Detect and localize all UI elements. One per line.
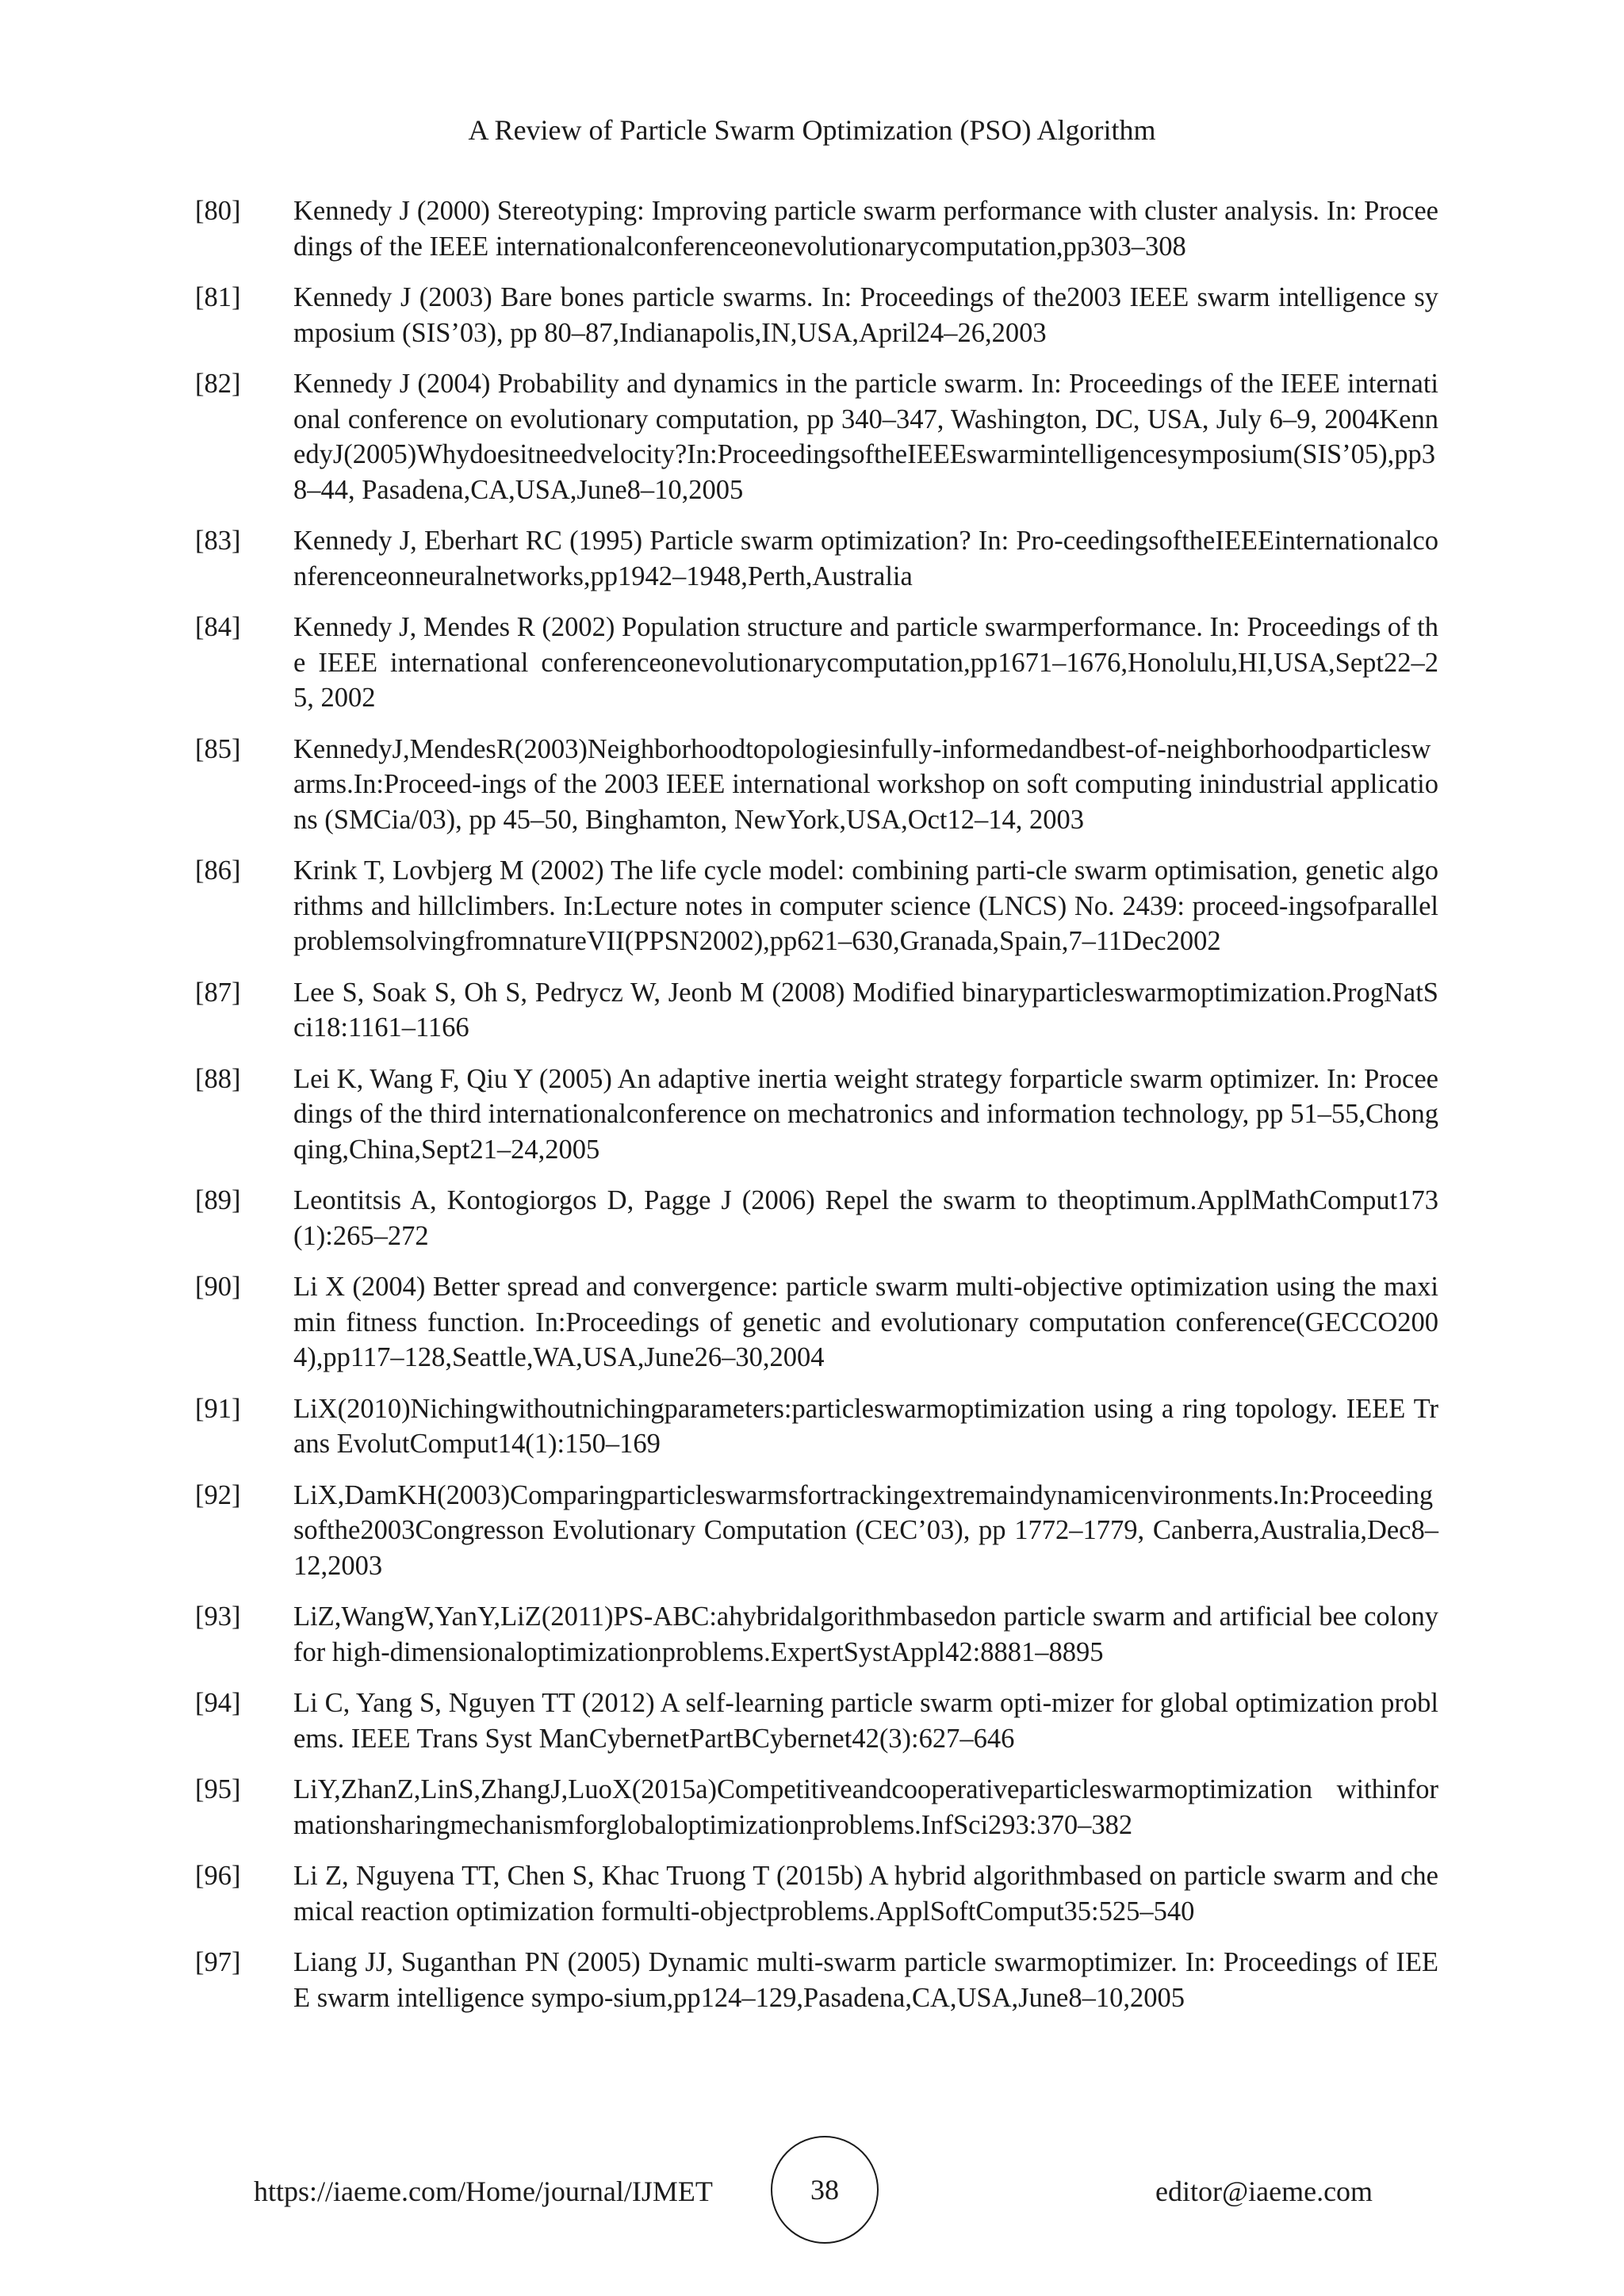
reference-item — [195, 1183, 1438, 1253]
reference-item — [195, 280, 1438, 350]
reference-item — [195, 523, 1438, 594]
reference-text: Lee S, Soak S, Oh S, Pedrycz W, Jeonb M (2008) Modified binaryparticleswarmoptimization.ProgNatSci18:1161–1166 — [293, 977, 1438, 1043]
reference-item — [195, 1858, 1438, 1929]
reference-number: [87] — [195, 977, 241, 1008]
editor-email-link[interactable]: editor@iaeme.com — [1155, 2175, 1373, 2207]
reference-text: Li X (2004) Better spread and convergence: particle swarm multi-objective optimization using the maximin fitness function. In:Proceedings of genetic and evolutionary computation conference(GECCO2004),pp117–128,Seattle,WA,USA,June26–30,2004 — [293, 1272, 1438, 1372]
reference-number: [94] — [195, 1688, 241, 1718]
reference-text: Liang JJ, Suganthan PN (2005) Dynamic multi-swarm particle swarmoptimizer. In: Proceedings of IEEE swarm intelligence sympo-sium,pp124–129,Pasadena,CA,USA,June8–10,2005 — [293, 1947, 1438, 2013]
reference-number: [92] — [195, 1479, 241, 1510]
reference-text: KennedyJ,MendesR(2003)Neighborhoodtopologiesinfully-informedandbest-of-neighborhoodparticleswarms.In:Proceed-ings of the 2003 IEEE international workshop on soft computing inindustrial applications (SMCia/03), pp 45–50, Binghamton, NewYork,USA,Oct12–14, 2003 — [293, 733, 1438, 835]
reference-text: Leontitsis A, Kontogiorgos D, Pagge J (2006) Repel the swarm to theoptimum.ApplMathComput173(1):265–272 — [293, 1185, 1438, 1251]
journal-link[interactable]: https://iaeme.com/Home/journal/IJMET — [254, 2175, 713, 2207]
reference-number: [97] — [195, 1947, 241, 1977]
reference-text: Kennedy J (2003) Bare bones particle swarms. In: Proceedings of the2003 IEEE swarm intelligence symposium (SIS’03), pp 80–87,Indianapolis,IN,USA,April24–26,2003 — [293, 282, 1438, 348]
reference-item — [195, 975, 1438, 1046]
reference-item — [195, 1945, 1438, 2015]
reference-item — [195, 1772, 1438, 1843]
reference-text: LiX(2010)Nichingwithoutnichingparameters:particleswarmoptimization using a ring topology. IEEE Trans EvolutComput14(1):150–169 — [293, 1393, 1438, 1459]
reference-list — [195, 193, 1438, 2031]
reference-number: [96] — [195, 1861, 241, 1891]
reference-item — [195, 1062, 1438, 1168]
reference-item — [195, 610, 1438, 716]
reference-item — [195, 1478, 1438, 1584]
reference-text: Kennedy J (2004) Probability and dynamics in the particle swarm. In: Proceedings of the IEEE international conference on evolutionary computation, pp 340–347, Washington, DC, USA, July 6–9, 2004KennedyJ(2005)Whydoesitneedvelocity?In:ProceedingsoftheIEEEswarmintelligencesymposium(SIS’05),pp38–44, Pasadena,CA,USA,June8–10,2005 — [293, 369, 1438, 505]
reference-item — [195, 1269, 1438, 1376]
reference-text: Li Z, Nguyena TT, Chen S, Khac Truong T (2015b) A hybrid algorithmbased on particle swarm and chemical reaction optimization formulti-objectproblems.ApplSoftComput35:525–540 — [293, 1861, 1438, 1927]
reference-number: [81] — [195, 282, 241, 312]
reference-number: [89] — [195, 1185, 241, 1215]
reference-number: [83] — [195, 526, 241, 556]
reference-number: [80] — [195, 196, 241, 226]
reference-text: Krink T, Lovbjerg M (2002) The life cycle model: combining parti-cle swarm optimisation, genetic algorithms and hillclimbers. In:Lecture notes in computer science (LNCS) No. 2439: proceed-ingsofparallelproblemsolvingfromnatureVII(PPSN2002),pp621–630,Granada,Spain,7–11Dec2002 — [293, 855, 1438, 956]
reference-text: Kennedy J, Eberhart RC (1995) Particle swarm optimization? In: Pro-ceedingsoftheIEEEinternationalconferenceonneuralnetworks,pp1942–1948,Perth,Australia — [293, 526, 1438, 591]
page-footer — [0, 2136, 1624, 2247]
reference-item — [195, 1391, 1438, 1462]
reference-number: [90] — [195, 1272, 241, 1302]
reference-item — [195, 1599, 1438, 1670]
reference-text: Li C, Yang S, Nguyen TT (2012) A self-learning particle swarm opti-mizer for global optimization problems. IEEE Trans Syst ManCybernetPartBCybernet42(3):627–646 — [293, 1688, 1438, 1754]
reference-number: [84] — [195, 612, 241, 642]
reference-number: [82] — [195, 369, 241, 399]
reference-text: Kennedy J (2000) Stereotyping: Improving particle swarm performance with cluster analysis. In: Proceedings of the IEEE internationalconferenceonevolutionarycomputation,pp303–308 — [293, 196, 1438, 262]
reference-item — [195, 193, 1438, 264]
running-header: A Review of Particle Swarm Optimization (PSO) Algorithm — [468, 114, 1156, 146]
reference-text: Kennedy J, Mendes R (2002) Population structure and particle swarmperformance. In: Proceedings of the IEEE international conferenceonevolutionarycomputation,pp1671–1676,Honolulu,HI,USA,Sept22–25, 2002 — [293, 612, 1438, 713]
reference-text: LiX,DamKH(2003)Comparingparticleswarmsfortrackingextremaindynamicenvironments.In:Proceedingsofthe2003Congresson Evolutionary Computation (CEC’03), pp 1772–1779, Canberra,Australia,Dec8–12,2003 — [293, 1479, 1438, 1581]
reference-text: Lei K, Wang F, Qiu Y (2005) An adaptive inertia weight strategy forparticle swarm optimizer. In: Proceedings of the third internationalconference on mechatronics and information technology, pp 51–55,Chongqing,China,Sept21–24,2005 — [293, 1063, 1438, 1165]
reference-number: [93] — [195, 1601, 241, 1632]
reference-item — [195, 366, 1438, 507]
reference-text: LiY,ZhanZ,LinS,ZhangJ,LuoX(2015a)Competitiveandcooperativeparticleswarmoptimization withinformationsharingmechanismforglobaloptimizationproblems.InfSci293:370–382 — [293, 1774, 1438, 1840]
reference-number: [95] — [195, 1774, 241, 1804]
page-number: 38 — [771, 2136, 879, 2244]
reference-number: [85] — [195, 733, 241, 764]
reference-number: [91] — [195, 1393, 241, 1424]
reference-item — [195, 853, 1438, 959]
reference-item — [195, 1686, 1438, 1756]
reference-number: [86] — [195, 855, 241, 886]
reference-number: [88] — [195, 1063, 241, 1094]
reference-text: LiZ,WangW,YanY,LiZ(2011)PS-ABC:ahybridalgorithmbasedon particle swarm and artificial bee colony for high-dimensionaloptimizationproblems.ExpertSystAppl42:8881–8895 — [293, 1601, 1438, 1667]
reference-item — [195, 732, 1438, 838]
